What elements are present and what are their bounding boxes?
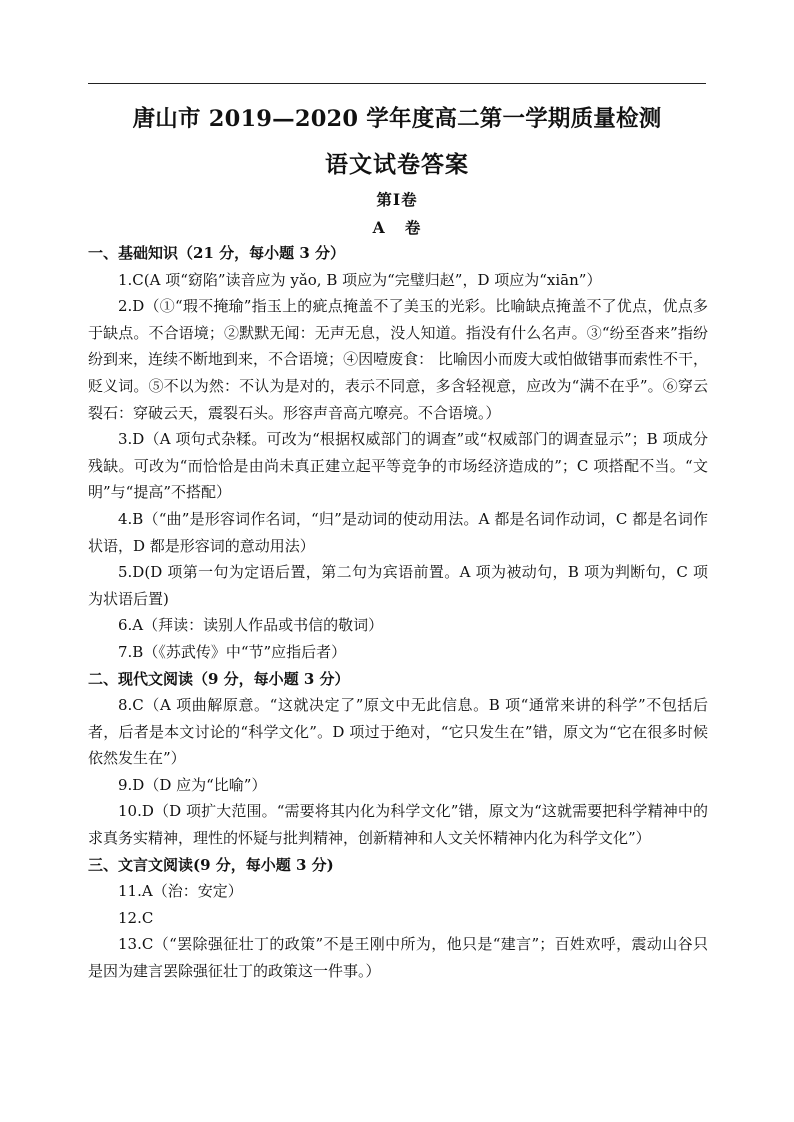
document-subtitle: 语文试卷答案 — [325, 151, 469, 178]
section-heading: 一、基础知识（21 分，每小题 3 分） — [88, 244, 345, 262]
volume-heading: 第Ⅰ卷 — [376, 190, 418, 209]
answer-content — [88, 240, 708, 985]
answer-item: 13.C（“罢除强征壮丁的政策”不是王刚中所为，他只是“建言”；百姓欢呼，震动山谷只是因为建言罢除强征壮丁的政策这一件事。） — [88, 935, 708, 981]
part-letter: A — [372, 218, 386, 237]
answer-item: 8.C（A 项曲解原意。“这就决定了”原文中无此信息。B 项“通常来讲的科学”不包括后者，后者是本文讨论的“科学文化”。D 项过于绝对，“它只发生在”错，原文为“它在很多时候依然发生在”） — [88, 696, 708, 768]
header-rule — [88, 83, 706, 84]
document-title: 唐山市 2019—2020 学年度高二第一学期质量检测 — [132, 106, 662, 132]
answer-item: 9.D（D 应为“比喻”） — [118, 775, 267, 794]
answer-item: 11.A（治：安定） — [118, 882, 243, 901]
answer-item: 1.C(A 项“窈陷”读音应为 yǎo, B 项应为“完璧归赵”，D 项应为“xiān”） — [118, 270, 602, 289]
answer-item: 4.B（“曲”是形容词作名词，“归”是动词的使动用法。A 都是名词作动词，C 都是名词作状语，D 都是形容词的意动用法） — [88, 509, 708, 555]
section-heading: 二、现代文阅读（9 分，每小题 3 分） — [88, 669, 350, 688]
answer-item: 3.D（A 项句式杂糅。可改为“根据权威部门的调查”或“权威部门的调查显示”；B 项成分残缺。可改为“而恰恰是由尚未真正建立起平等竞争的市场经济造成的”；C 项搭配不当。“文明”与“提高”不搭配） — [88, 430, 708, 502]
answer-item: 6.A（拜读：读别人作品或书信的敬词） — [118, 616, 384, 635]
part-label: 卷 — [404, 218, 422, 237]
answer-item: 2.D（①“瑕不掩瑜”指玉上的疵点掩盖不了美玉的光彩。比喻缺点掩盖不了优点，优点多于缺点。不合语境；②默默无闻：无声无息，没人知道。指没有什么名声。③“纷至沓来”指纷纷到来，连续不断地到来，不合语境；④因噎废食： 比喻因小而废大或怕做错事而索性不干，贬义词。⑤不以为然：不认为是对的，表示不同意，多含轻视意，应改为“满不在乎”。⑥穿云裂石：穿破云天，震裂石头。形容声音高亢嘹亮。不合语境。） — [88, 297, 708, 422]
answer-item: 10.D（D 项扩大范围。“需要将其内化为科学文化”错，原文为“这就需要把科学精神中的求真务实精神，理性的怀疑与批判精神，创新精神和人文关怀精神内化为科学文化”） — [88, 802, 708, 848]
section-heading: 三、文言文阅读(9 分，每小题 3 分) — [88, 855, 334, 874]
part-heading — [0, 216, 794, 238]
answer-item: 12.C — [118, 908, 154, 927]
answer-item: 7.B（《苏武传》中“节”应指后者） — [118, 642, 347, 661]
answer-item: 5.D(D 项第一句为定语后置，第二句为宾语前置。A 项为被动句，B 项为判断句，C 项为状语后置) — [88, 563, 708, 608]
